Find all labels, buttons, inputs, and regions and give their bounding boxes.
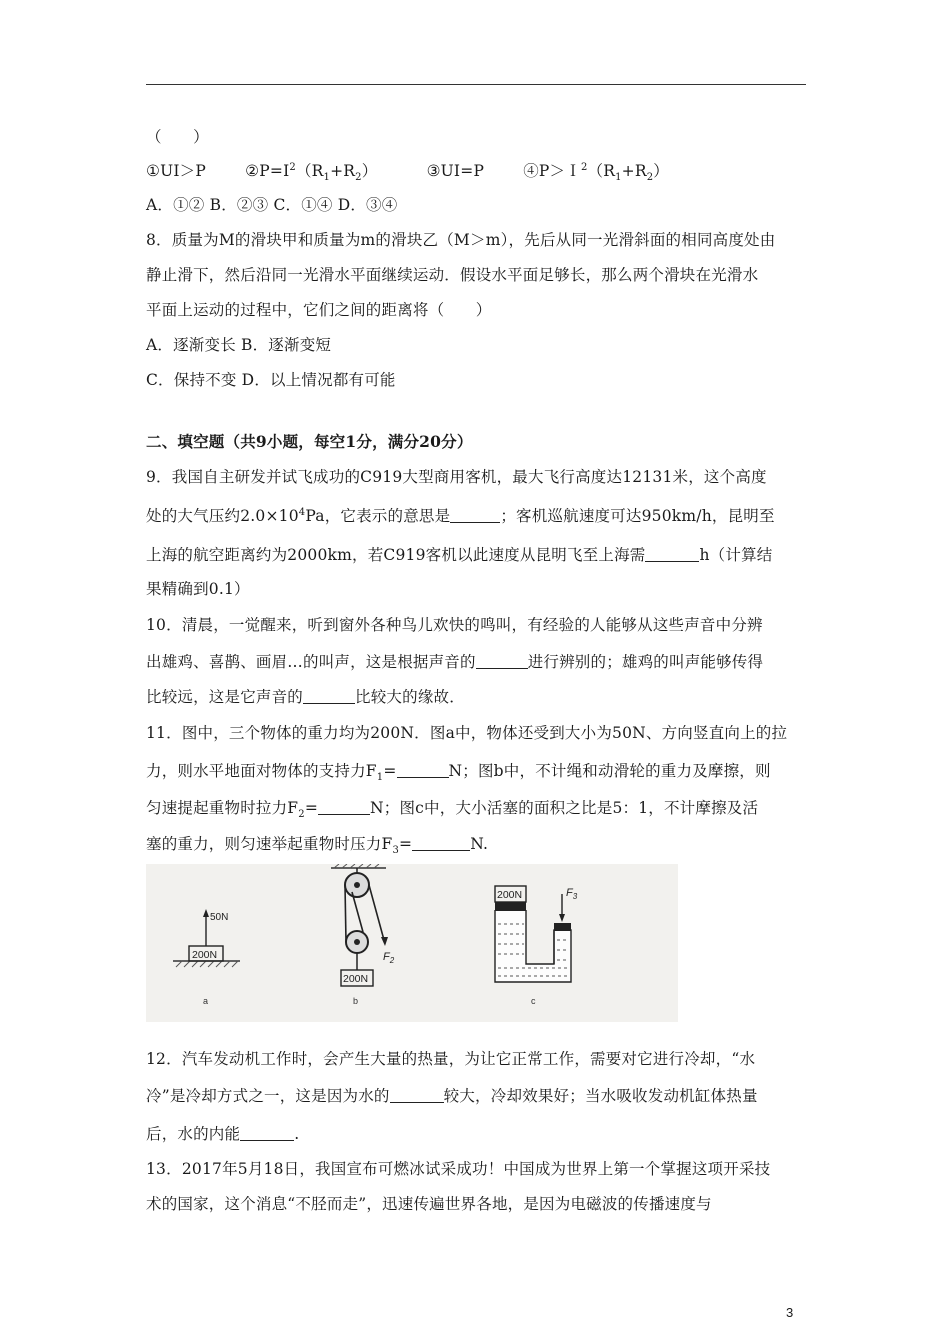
blank: [397, 763, 449, 778]
q7-answer-choices: A．①② B．②③ C．①④ D．③④: [146, 196, 398, 214]
rope-segment: [345, 885, 346, 942]
force-arrowhead-a: [203, 909, 209, 917]
panel-a: [173, 909, 240, 1006]
ground-hatching: [176, 961, 238, 967]
q10-line-2: 出雄鸡、喜鹊、画眉…的叫声，这是根据声音的 进行辨别的；雄鸡的叫声能够传得: [146, 653, 764, 671]
panel-c-label: c: [531, 996, 536, 1006]
q7-option-2: $②P=I^2(R_1+R_2)$: [245, 161, 378, 184]
force-label-c: $F_3$: [566, 887, 578, 901]
pulley-axle-icon: [354, 939, 360, 945]
blank: [240, 1126, 294, 1141]
q11-line-1: 11．图中，三个物体的重力均为200N．图a中，物体还受到大小为50N、方向竖直向上的拉: [146, 724, 788, 742]
q7-option-3: ③UI=P: [426, 162, 485, 180]
block-c-weight: 200N: [497, 889, 523, 901]
q11-line-2: 力，则水平地面对物体的支持力$F_1= N$；图b中，不计绳和动滑轮的重力及摩擦，则: [146, 762, 771, 784]
q9-line-4: 果精确到0.1）: [146, 580, 250, 598]
figure-svg: [146, 864, 678, 1022]
page-number: 3: [786, 1305, 794, 1320]
block-b-weight: 200N: [343, 973, 369, 985]
q7-option-1: ①UI＞P: [146, 162, 207, 180]
blank: [476, 654, 528, 669]
blank: [318, 800, 370, 815]
q12-line-2: 冷”是冷却方式之一，这是因为水的 较大，冷却效果好；当水吸收发动机缸体热量: [146, 1087, 758, 1105]
q7-answer-paren: （ ）: [146, 128, 209, 146]
q11-line-3: 匀速提起重物时拉力$F_2= N$；图c中，大小活塞的面积之比是5：1，不计摩擦及活: [146, 799, 759, 821]
q9-line-2: 处的大气压约$2.0\times 10^4Pa$，它表示的意思是 ；客机巡航速度可达950km/h，昆明至: [146, 506, 775, 525]
q8-line-2: 静止滑下，然后沿同一光滑水平面继续运动．假设水平面足够长，那么两个滑块在光滑水: [146, 266, 759, 284]
q7-options: [146, 160, 816, 182]
q9-line-3: 上海的航空距离约为2000km，若C919客机以此速度从昆明飞至上海需 h（计算结: [146, 546, 773, 564]
q8-choices-cd: C．保持不变 D．以上情况都有可能: [146, 371, 396, 389]
hydraulic-press-left-wall: [495, 910, 571, 982]
section-heading: 二、填空题（共9小题，每空1分，满分20分）: [146, 432, 473, 451]
force-arrowhead-b: [381, 937, 388, 946]
q12-line-1: 12．汽车发动机工作时，会产生大量的热量，为让它正常工作，需要对它进行冷却，“水: [146, 1050, 756, 1068]
force-label-a: 50N: [210, 912, 229, 923]
blank: [412, 836, 470, 851]
panel-c: [495, 886, 578, 1006]
rope-free-end: [369, 885, 384, 940]
small-piston: [554, 923, 571, 931]
q8-line-1: 8．质量为M的滑块甲和质量为m的滑块乙（M＞m），先后从同一光滑斜面的相同高度处由: [146, 231, 776, 249]
blank: [645, 547, 699, 562]
block-a-weight: 200N: [192, 949, 218, 961]
blank: [450, 508, 500, 523]
panel-b-label: b: [353, 996, 359, 1006]
pulley-axle-icon: [354, 882, 360, 888]
header-rule: [146, 84, 806, 85]
large-piston: [495, 902, 526, 911]
q8-line-3: 平面上运动的过程中，它们之间的距离将（ ）: [146, 301, 492, 319]
panel-b: [331, 864, 395, 1006]
q9-line-1: 9．我国自主研发并试飞成功的C919大型商用客机，最大飞行高度达12131米，这个高度: [146, 468, 767, 486]
force-arrowhead-c: [559, 914, 565, 922]
q11-line-4: 塞的重力，则匀速举起重物时压力$F_3= N$.: [146, 835, 489, 857]
force-diagram-figure: [146, 864, 678, 1022]
panel-a-label: a: [203, 996, 209, 1006]
q7-option-4: $④P>I^2(R_1+R_2)$: [523, 161, 669, 184]
q10-line-1: 10．清晨，一觉醒来，听到窗外各种鸟儿欢快的鸣叫，有经验的人能够从这些声音中分辨: [146, 616, 763, 634]
rope-segment: [352, 892, 363, 932]
q8-choices-ab: A．逐渐变长 B．逐渐变短: [146, 336, 332, 354]
q13-line-1: 13．2017年5月18日，我国宣布可燃冰试采成功！中国成为世界上第一个掌握这项开采技: [146, 1160, 771, 1178]
blank: [390, 1088, 444, 1103]
force-label-b: $F_2$: [383, 951, 395, 965]
q12-line-3: 后，水的内能 .: [146, 1125, 300, 1143]
blank: [303, 689, 355, 704]
q10-line-3: 比较远，这是它声音的 比较大的缘故．: [146, 688, 465, 706]
q13-line-2: 术的国家，这个消息“不胫而走”，迅速传遍世界各地，是因为电磁波的传播速度与: [146, 1195, 712, 1213]
